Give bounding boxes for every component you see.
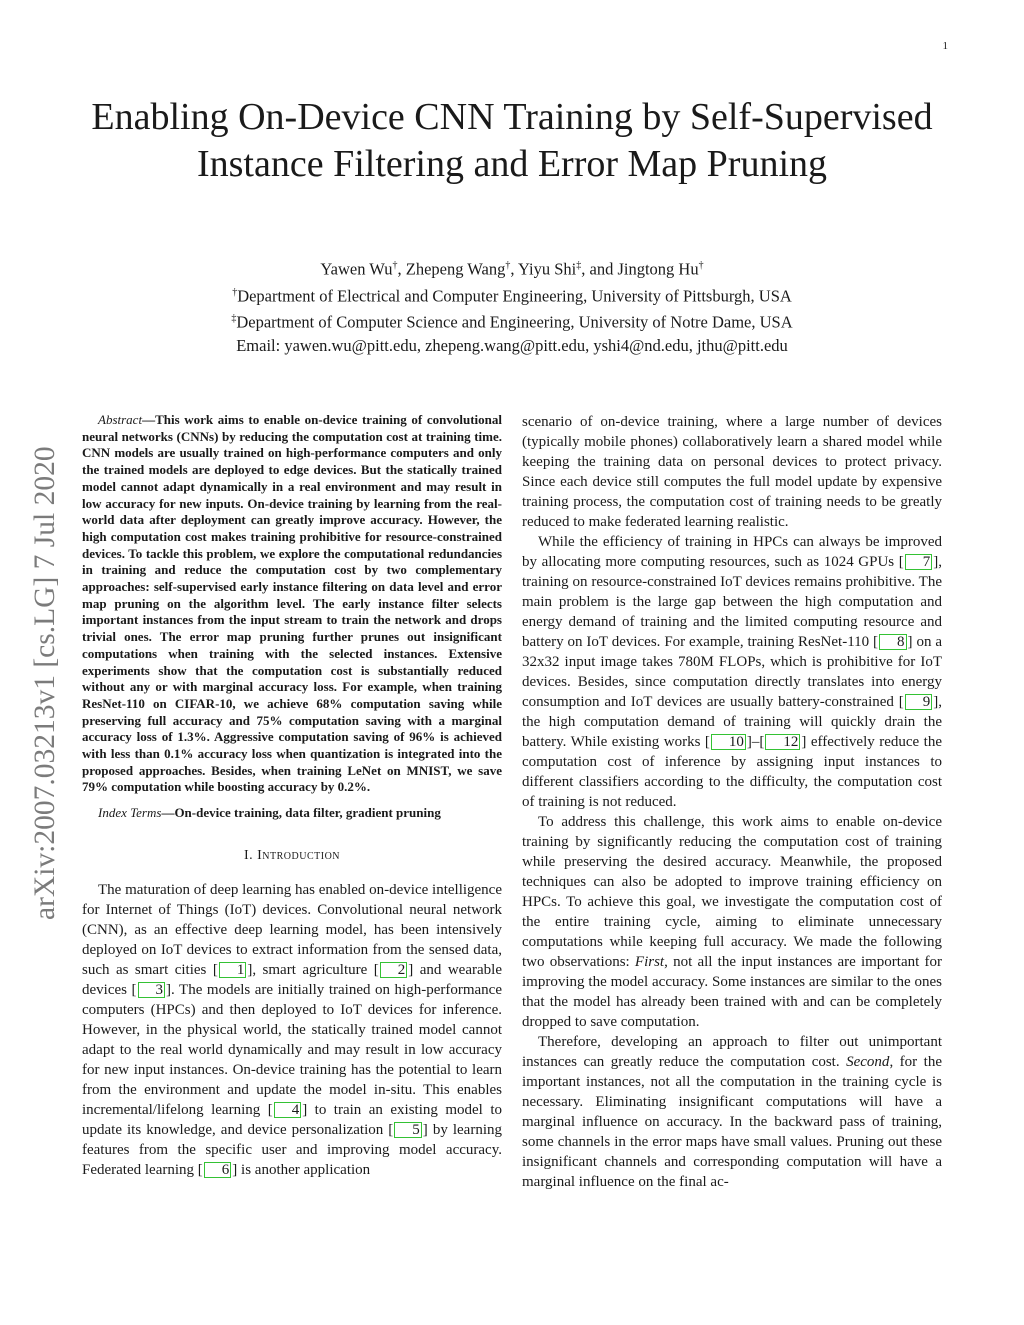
left-column <box>82 412 502 1180</box>
index-terms-label: Index Terms <box>98 805 162 821</box>
dagger-mark: † <box>505 260 511 271</box>
author-name: Zhepeng Wang <box>405 259 506 279</box>
citation-link[interactable]: 8 <box>879 634 907 650</box>
emphasis: Second <box>846 1054 890 1070</box>
right-column <box>522 412 942 1192</box>
intro-paragraph: The maturation of deep learning has enabled on-device intelligence for Internet of Things (IoT) devices. Convolutional neural network (CNN), as an effective deep learning model, has been intensively deployed on IoT devices to extract information from the sensed data, such as smart cities [ 1 ], smart agriculture [ 2 ] and wearable devices [ 3 ]. The models are initially trained on high-performance computers (HPCs) and then deployed to IoT devices for inference. However, in the physical world, the statically trained model cannot adapt to the real world dynamically and may result in low accuracy for new input instances. On-device training has the potential to learn from the environment and update the model in-situ. This enables incremental/lifelong learning [ 4 ] to train an existing model to update its knowledge, and device personalization [ 5 ] by learning features from the specific user and improving model accuracy. Federated learning [ 6 ] is another application <box>82 881 502 1178</box>
dagger-mark: † <box>698 260 704 271</box>
author-emails: Email: yawen.wu@pitt.edu, zhepeng.wang@pitt.edu, yshi4@nd.edu, jthu@pitt.edu <box>236 335 788 355</box>
affiliation-pitt: †Department of Electrical and Computer Engineering, University of Pittsburgh, USA <box>232 286 792 305</box>
body-paragraph: Therefore, developing an approach to filter out unimportant instances can greatly reduce the computation cost. Second, for the important instances, not all the computation in the training cycle is necessary. Eliminating insignificant computations will have a marginal influence on accuracy. In the backward pass of training, some channels in the error maps have small values. Pruning out these insignificant channels and corresponding computation will have a marginal influence on the final ac- <box>522 1034 942 1190</box>
emphasis: First <box>634 954 665 970</box>
section-heading-introduction: I. Introduction <box>243 847 341 863</box>
index-terms-text: —On-device training, data filter, gradient pruning <box>161 805 441 821</box>
citation-link[interactable]: 5 <box>394 1122 422 1138</box>
citation-link[interactable]: 1 <box>219 962 247 978</box>
citation-link[interactable]: 12 <box>765 734 800 750</box>
citation-link[interactable]: 7 <box>905 554 933 570</box>
citation-link[interactable]: 10 <box>711 734 746 750</box>
page-number: 1 <box>942 40 948 52</box>
author-name: Yiyu Shi <box>518 259 577 279</box>
body-paragraph: To address this challenge, this work aims to enable on-device training by significantly reducing the computation cost of training while preserving the desired accuracy. Meanwhile, the proposed techniques can also be adopted to improve training efficiency on HPCs. To achieve this goal, we investigate the computation cost of the entire training cycle, aiming to eliminate unnecessary computations while keeping full accuracy. We made the following two observations: First, not all the input instances are important for improving the model accuracy. Some instances are similar to the ones that the model has already been trained with and can be completely dropped to save computation. <box>522 814 942 1030</box>
body-paragraph: While the efficiency of training in HPCs can always be improved by allocating more computing resources, such as 1024 GPUs [ 7 ], training on resource-constrained IoT devices remains prohibitive. The main problem is the large gap between the high computation and energy demand of training and the limited computing resource and battery on IoT devices. For example, training ResNet-110 [ 8 ] on a 32x32 input image takes 780M FLOPs, which is prohibitive for IoT devices. Besides, since computation directly translates into energy consumption and IoT devices are usually battery-constrained [ 9 ], the high computation demand of training will quickly drain the battery. While existing works [ 10 ]–[ 12 ] effectively reduce the computation cost of inference by assigning input instances to different classifiers according to the difficulty, the computation cost of training is not reduced. <box>522 534 942 810</box>
citation-link[interactable]: 6 <box>204 1162 232 1178</box>
author-name: Jingtong Hu <box>617 259 699 279</box>
author-block <box>80 254 944 357</box>
author-names: Yawen Wu†, Zhepeng Wang†, Yiyu Shi‡, and Jingtong Hu† <box>320 259 704 279</box>
index-terms <box>82 805 502 822</box>
abstract <box>82 412 502 796</box>
citation-link[interactable]: 9 <box>905 694 933 710</box>
dagger-mark: † <box>392 260 398 271</box>
affiliation-notre-dame: ‡Department of Computer Science and Engineering, University of Notre Dame, USA <box>231 312 793 332</box>
citation-link[interactable]: 4 <box>274 1102 302 1118</box>
paper-title: Enabling On-Device CNN Training by Self-Supervised Instance Filtering and Error Map Pruning <box>91 96 933 185</box>
body-paragraph: scenario of on-device training, where a large number of devices (typically mobile phones) collaboratively learn a shared model while keeping the training data on personal devices to protect privacy. Since each device still computes the full model update by expensive training process, the computation cost of training needs to be greatly reduced to make federated learning realistic. <box>522 414 942 530</box>
double-dagger-mark: ‡ <box>576 260 582 271</box>
abstract-text: —This work aims to enable on-device training of convolutional neural networks (CNNs) by reducing the computation cost at training time. CNN models are usually trained on high-performance computers and only the trained models are deployed to edge devices. But the statically trained model cannot adapt dynamically in a real environment and may result in low accuracy for new inputs. On-device training by learning from the real-world data after deployment can greatly improve accuracy. However, the high computation cost makes training prohibitive for resource-constrained devices. To tackle this problem, we explore the computational redundancies in training and reduce the computation cost by two complementary approaches: self-supervised early instance filtering on data level and error map pruning on the algorithm level. The early instance filter selects important instances from the input stream to train the network and drops trivial ones. The error map pruning further prunes out insignificant computations when training with the selected instances. Extensive experiments show that the computation cost is substantially reduced without any or with marginal accuracy loss. For example, when training ResNet-110 on CIFAR-10, we achieve 68% computation saving while preserving full accuracy and 75% computation saving with a marginal accuracy loss of 1.3%. Aggressive computation saving of 96% is achieved with less than 0.1% accuracy loss when quantization is integrated into the proposed approaches. Besides, when training LeNet on MNIST, we save 79% computation while boosting accuracy by 0.2%. <box>82 412 502 795</box>
citation-link[interactable]: 3 <box>138 982 166 998</box>
arxiv-identifier: arXiv:2007.03213v1 [cs.LG] 7 Jul 2020 <box>29 446 61 920</box>
citation-link[interactable]: 2 <box>380 962 408 978</box>
author-name: Yawen Wu <box>320 259 393 279</box>
abstract-label: Abstract <box>98 412 143 427</box>
